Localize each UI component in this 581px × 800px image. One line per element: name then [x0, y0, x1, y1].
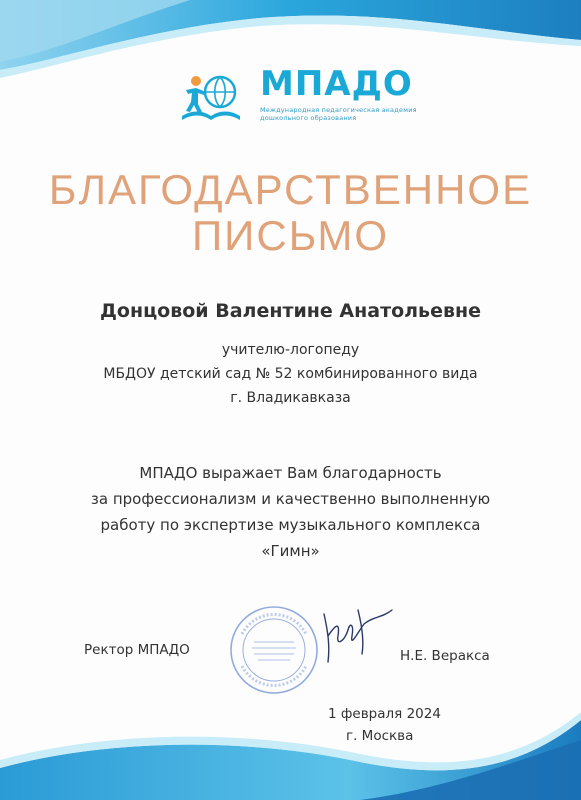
- handwritten-signature: [318, 602, 398, 672]
- signatory-name: Н.Е. Веракса: [400, 648, 490, 664]
- recipient-position: учителю-логопеду: [221, 342, 360, 358]
- issue-date: 1 февраля 2024: [328, 706, 441, 722]
- signatory-role: Ректор МПАДО: [84, 642, 190, 658]
- message-line-4: «Гимн»: [261, 542, 320, 560]
- message-line-1: МПАДО выражает Вам благодарность: [139, 464, 442, 482]
- mpado-logo: [180, 64, 420, 132]
- message-line-3: работу по экспертизе музыкального комплекса: [100, 516, 481, 534]
- logo-subtitle: Международная педагогическая академия дошкольного образования: [260, 106, 417, 122]
- recipient-name: Донцовой Валентине Анатольевне: [99, 300, 481, 322]
- document-title-line-2: ПИСЬМО: [191, 212, 389, 259]
- recipient-organization: МБДОУ детский сад № 52 комбинированного вида: [103, 366, 478, 382]
- logo-name: МПАДО: [260, 64, 413, 104]
- message-line-2: за профессионализм и качественно выполненную: [90, 490, 491, 508]
- document-title-line-1: БЛАГОДАРСТВЕННОЕ: [48, 166, 533, 213]
- official-stamp-icon: [228, 604, 320, 696]
- recipient-city: г. Владикавказа: [230, 390, 351, 406]
- issue-place: г. Москва: [346, 728, 414, 744]
- mpado-logo-mark-icon: [180, 72, 242, 122]
